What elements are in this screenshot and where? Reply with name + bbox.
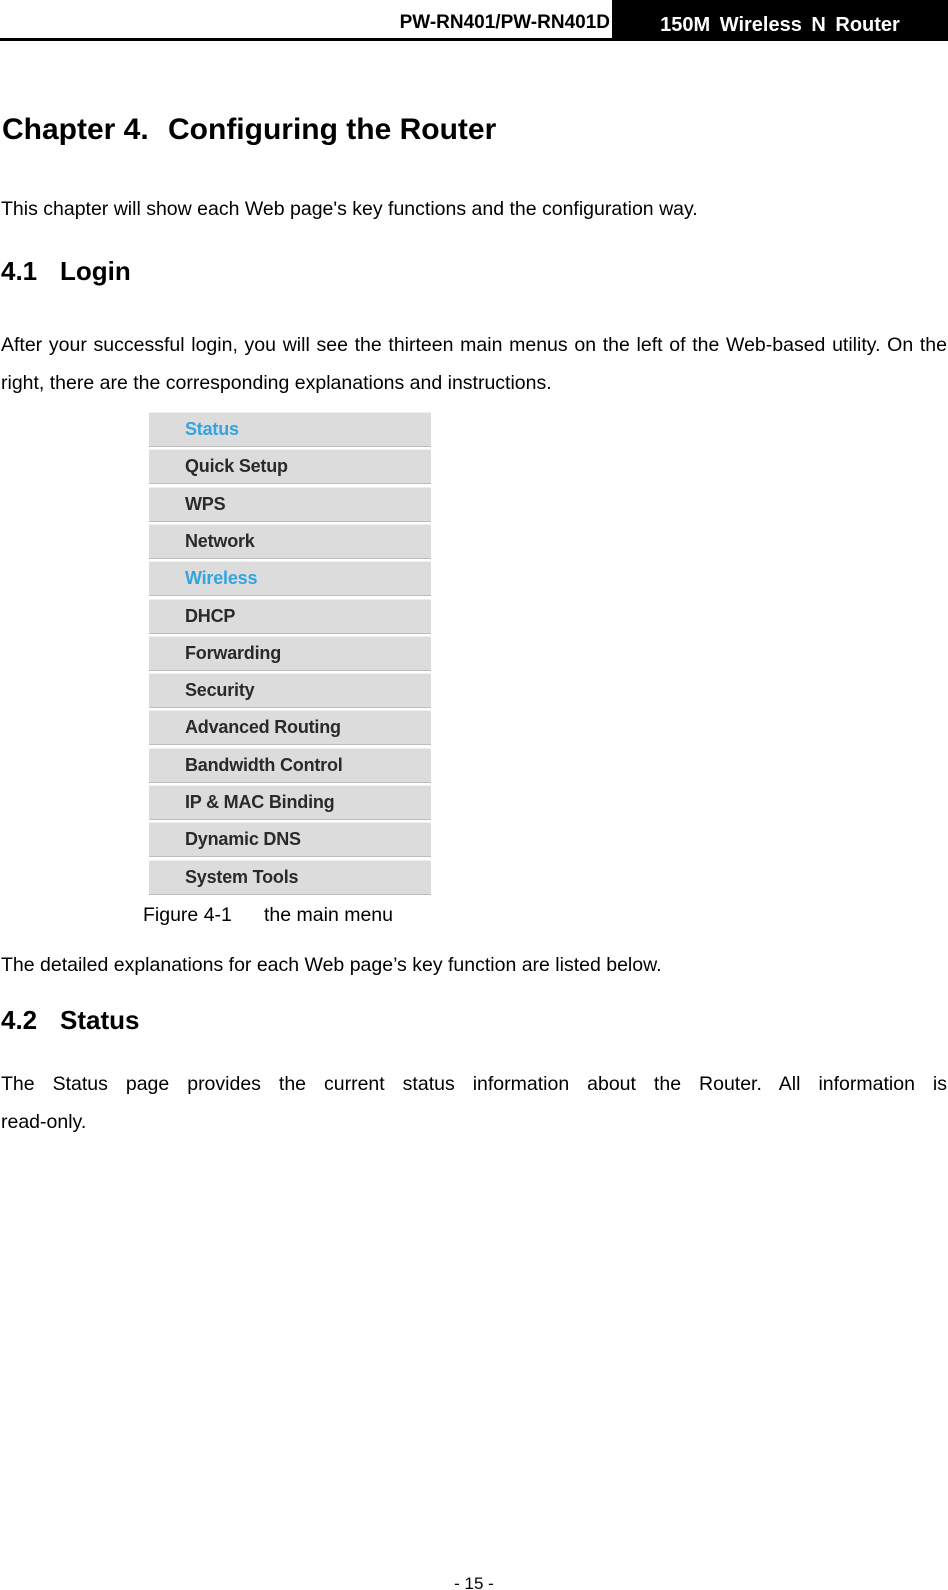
- menu-item-label: IP & MAC Binding: [185, 792, 335, 812]
- menu-item-dynamic-dns[interactable]: [149, 822, 431, 857]
- menu-item-label: Bandwidth Control: [185, 755, 343, 775]
- menu-item-status[interactable]: [149, 412, 431, 447]
- detail-paragraph: The detailed explanations for each Web page’s key function are listed below.: [1, 954, 662, 976]
- menu-item-security[interactable]: [149, 673, 431, 708]
- menu-item-label: Advanced Routing: [185, 717, 341, 737]
- menu-item-dhcp[interactable]: [149, 599, 431, 634]
- status-paragraph: The Status page provides the current status information about the Router. All information is read-only.: [1, 1073, 947, 1133]
- section-heading-login: [1, 256, 131, 287]
- section-title: Login: [60, 256, 131, 286]
- menu-item-label: Security: [185, 680, 255, 700]
- section-number: 4.2: [1, 1005, 38, 1035]
- menu-item-network[interactable]: [149, 524, 431, 559]
- menu-item-label: WPS: [185, 494, 226, 514]
- menu-item-system-tools[interactable]: [149, 860, 431, 895]
- menu-item-bandwidth-control[interactable]: [149, 748, 431, 783]
- menu-item-quick-setup[interactable]: [149, 449, 431, 484]
- menu-item-label: Wireless: [185, 568, 258, 588]
- page-header: [0, 0, 948, 42]
- figure-caption: [143, 904, 393, 927]
- menu-item-label: Dynamic DNS: [185, 829, 301, 849]
- header-product-tag: 150M Wireless N Router: [612, 0, 948, 40]
- menu-item-label: Quick Setup: [185, 456, 288, 476]
- menu-item-label: DHCP: [185, 606, 236, 626]
- section-title: Status: [60, 1005, 140, 1035]
- section-heading-status: [1, 1005, 139, 1036]
- figure-number: Figure 4-1: [143, 904, 232, 926]
- header-model-name: PW-RN401/PW-RN401D: [399, 12, 610, 33]
- login-paragraph: After your successful login, you will see the thirteen main menus on the left of the Web-based utility. On the right, there are the corresponding explanations and instructions.: [1, 334, 947, 394]
- header-rule: [0, 38, 948, 41]
- page-number: - 15 -: [454, 1574, 494, 1590]
- menu-item-ip-mac-binding[interactable]: [149, 785, 431, 820]
- chapter-number: Chapter 4.: [2, 113, 149, 146]
- chapter-intro: This chapter will show each Web page's key functions and the configuration way.: [1, 198, 698, 220]
- section-number: 4.1: [1, 256, 38, 286]
- figure-caption-text: the main menu: [264, 904, 393, 926]
- menu-item-advanced-routing[interactable]: [149, 710, 431, 745]
- menu-item-label: Network: [185, 531, 255, 551]
- menu-item-label: System Tools: [185, 867, 299, 887]
- chapter-heading: [2, 113, 496, 147]
- menu-item-label: Status: [185, 419, 239, 439]
- menu-item-wireless[interactable]: [149, 561, 431, 596]
- menu-item-wps[interactable]: [149, 487, 431, 522]
- chapter-title: Configuring the Router: [168, 113, 497, 146]
- menu-item-label: Forwarding: [185, 643, 281, 663]
- main-menu-screenshot: [149, 412, 431, 898]
- menu-item-forwarding[interactable]: [149, 636, 431, 671]
